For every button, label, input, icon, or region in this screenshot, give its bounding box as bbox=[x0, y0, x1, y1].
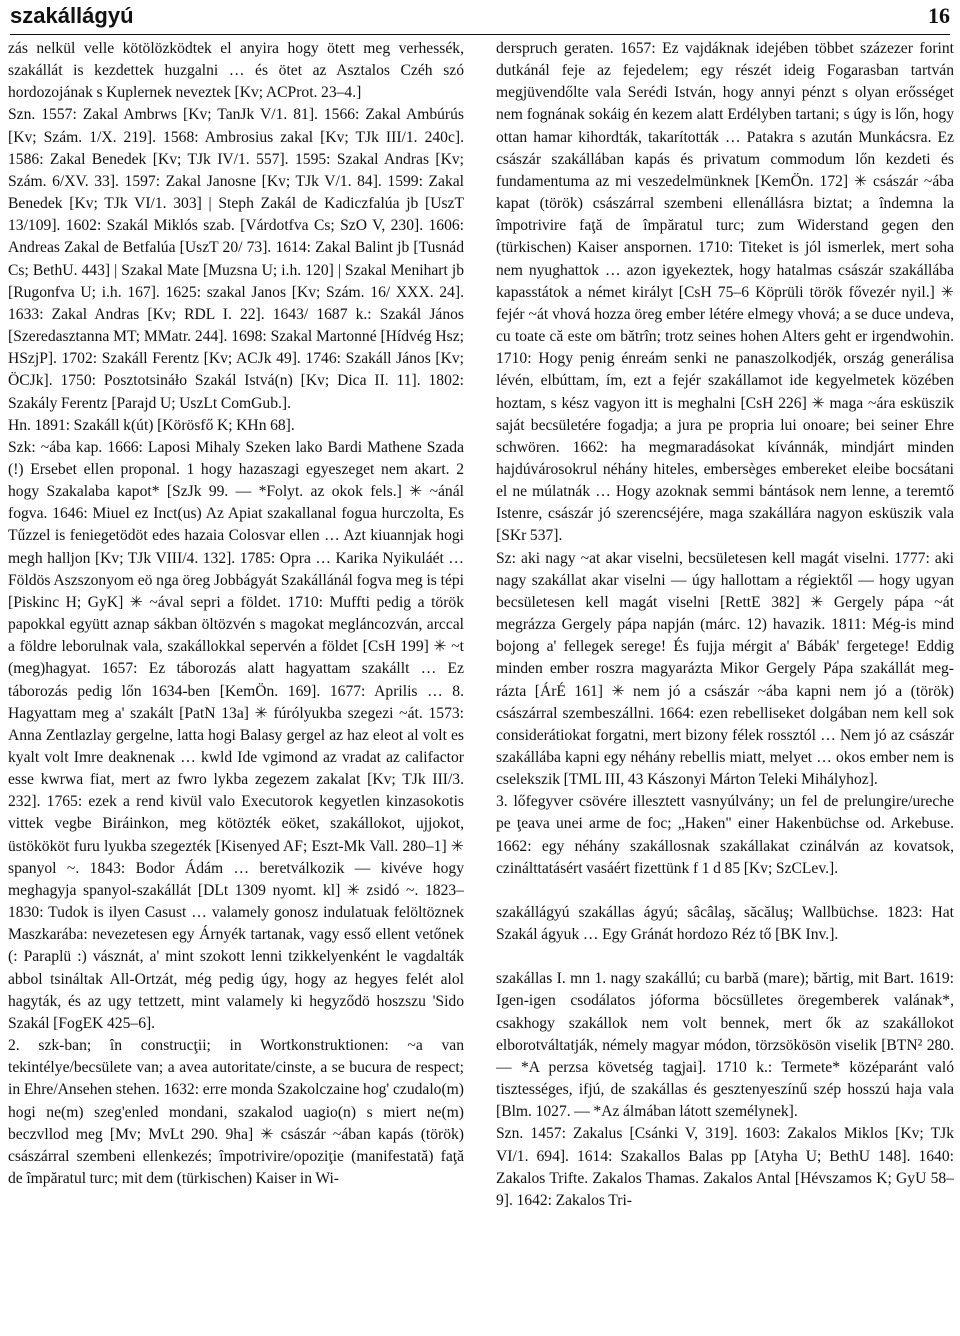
paragraph: Szn. 1457: Zakalus [Csánki V, 319]. 1603: Zakalos Miklos [Kv; TJk VI/1. 694]. 1614: Szakallos Balas pp [Atyha U; BethU 148]. 1640: Zakalos Trifte. Zakalos Thamas. Zakalos Antal [Hévszamos K; GyU 58–9]. 1642: Zakalos Tri- bbox=[496, 1125, 954, 1209]
right-column bbox=[496, 38, 954, 1332]
entry-szakallagyu: szakállágyú szakállas ágyú; sâcâlaş, săcăluş; Wallbüchse. 1823: Hat Szakál ágyuk … Egy Gránát hordozo Réz tő [BK Inv.]. bbox=[496, 903, 954, 944]
paragraph: 3. lőfegyver csövére illesztett vasnyúlvány; un fel de prelungire/ureche pe ţeava unei arme de foc; „Haken" einer Hakenbüchse od. Arkebuse. 1662: egy néhány szakállosnak szakállakat czinálván az kovatsok, czinálttatásért vasáért fizettünk f 1 d 85 [Kv; SzCLev.]. bbox=[496, 793, 954, 877]
page-number: 16 bbox=[928, 3, 950, 28]
page-header bbox=[10, 0, 950, 35]
paragraph: zás nelkül velle kötölözködtek el anyira hogy ötett meg verhessék, szakállát is kezdettek huzgalni … és ötet az Asztalos Czéh szó hordozojának s Kuplernek neveztek [Kv; ACProt. 23–4.] bbox=[8, 40, 464, 102]
running-headword: szakállágyú bbox=[10, 3, 134, 28]
entry-separator bbox=[496, 880, 954, 902]
paragraph: 2. szk-ban; în construcţii; in Wortkonstruktionen: ~a van tekintélye/becsülete van; a avea autoritate/cinste, a se bucura de respect; in Ehre/Ansehen stehen. 1632: erre monda Szakolczaine hog' czudalo(m) hogi ne(m) szeg'enled mondani, szakalod uagio(n) s miert ne(m) beczvllod meg [Mv; MvLt 290. 9ha] ✳ császár ~ában kapás (török) császárral szembeni ellenkezés; împotrivire/opoziţie (manifestată) faţă de împăratul turc; mit dem (türkischen) Kaiser in Wi- bbox=[8, 1037, 464, 1187]
paragraph: derspruch geraten. 1657: Ez vajdáknak idejében többet százezer forint dutkánál feje az fejedelem; egy részét ideig Fogarasban tartván megjüvendőlte vala Serédi István, hogy annyi pénzt s olyan erősséget nem fognának sokáig én kezem alatt Erdélyben tartani; s úgy is lőn, hogy ottan hamar kihordták, takarították … Patakra s azután Munkácsra. Ez császár szakállában kapás és privatum commodum lőn kezdeti és fundamentuma az mi veszedelmünknek [KemÖn. 172] ✳ császár ~ába kapat (török) császárral szembeni ellenállásra biztat; a îndemna la împotrivire faţă de împăratul turc; zum Widerstand gegen den (türkischen) Kaiser anspornen. 1710: Titeket is jól ismerlek, mert soha nem nyughattok … azon igyekeztek, hogy hatalmas császár szakállába kapasstátok a német királyt [CsH 75–6 Köprüli török fővezér nyil.] ✳ fejér ~át vhová hozza öreg ember létére elmegy vhová; a se duce undeva, cu toate că este om bătrîn; trotz seines hohen Alters geht er irgendwohin. 1710: Hogy penig énreám senki ne panaszolkodjék, ország generálisa lévén, elbúttam, ím, ezt a fejér szakállamot ide kegyelmetek közében hoztam, s kész vagyon itt is meghalni [CsH 226] ✳ maga ~ára esküszik saját becsületére fogadja; a jura pe propria lui onoare; bei seiner Ehre schwören. 1662: ha megmaradásokat kívánnák, mindjárt minden hajdúvárosokrul néhány hiteles, embersèges embereket eleibe bocsátani el ne múlatnák … Hogy azoknak semmi bántások nem lenne, a teremtő Istenre, császár jó szerencséjére, maga szakállára nagyon esküszik vala [SKr 537]. bbox=[496, 40, 954, 545]
paragraph: Hn. 1891: Szakáll k(út) [Körösfő K; KHn 68]. bbox=[8, 416, 295, 434]
left-column bbox=[8, 38, 464, 1332]
entry-separator bbox=[496, 946, 954, 968]
paragraph: Szn. 1557: Zakal Ambrws [Kv; TanJk V/1. 81]. 1566: Zakal Ambúrús [Kv; Szám. 1/X. 219]. 1568: Ambrosius zakal [Kv; TJk III/1. 240c]. 1586: Zakal Benedek [Kv; TJk IV/1. 557]. 1595: Szakal Andras [Kv; Szám. 6/XV. 33]. 1597: Zakal Janosne [Kv; TJk V/1. 84]. 1599: Zakal Benedek [Kv; TJk VI/1. 303] | Steph Zakál de Kadiczfalúa jb [UszT 13/109]. 1602: Szakál Miklós szab. [Várdotfva Cs; SzO V, 230]. 1606: Andreas Zakal de Betfalúa [UszT 20/ 73]. 1614: Zakal Balint jb [Tusnád Cs; BethU. 443] | Szakal Mate [Muzsna U; i.h. 120] | Szakal Menihart jb [Rugonfva U; i.h. 167]. 1625: szakal Janos [Kv; Szám. 16/ XXX. 24]. 1633: Zakal Andras [Kv; RDL I. 22]. 1643/ 1687 k.: Szakál János [Szeredasztanna MT; MMatr. 244]. 1698: Szakal Martonné [Hídvég Hsz; HSzjP]. 1702: Szakáll Ferentz [Kv; ACJk 49]. 1746: Szakáll János [Kv; ÖCJk]. 1750: Posztotsináło Szakál Istvá(n) [Kv; Dica II. 11]. 1802: Szakály Ferentz [Parajd U; UszLt ComGub.]. bbox=[8, 106, 464, 412]
entry-szakallas: szakállas I. mn 1. nagy szakállú; cu barbă (mare); bărtig, mit Bart. 1619: Igen-igen csodálatos jóforma böcsülletes öregemberek valának*, csakhogy szakállok nem volt bennek, mert ők az szakállokot elborotváltatják, némely magyar módon, törzsökösön viselik [BTN² 280. — *A perzsa követség tagjai]. 1710 k.: Termete* középaránt való tisztességes, ifjú, de szakállas és gesztenyeszínű szép hosszú haja vala [Blm. 1027. — *Az álmában látott személynek]. bbox=[496, 970, 954, 1121]
paragraph: Sz: aki nagy ~at akar viselni, becsületesen kell magát viselni. 1777: aki nagy szakállat akar viselni — úgy hallottam a régiektől — hogy ugyan becsületesen kell magát viselni [RettE 382] ✳ Gergely pápa ~át megrázza Gergely pápa napján (márc. 12) havazik. 1811: Még-is mind bojong a' fellegek serege! És fujja mérgit a' Bábák' fergetege! Eddig minden ember roszra magyarázta Mikor Gergely Pápa szakállát meg-rázta [ÁrÉ 161] ✳ nem jó a császár ~ába kapni nem jó a (török) császárral szembeszállni. 1664: ezen rebelliseket dolgában nem kell sok considerátiokat forgatni, mert bizony félek rossztól … Nem jó az császár szakállába kapni egy néhány rebellis miatt, melyet … okos ember nem is cselekszik [TML III, 43 Kászonyi Márton Teleki Mihályhoz]. bbox=[496, 549, 954, 789]
paragraph: Szk: ~ába kap. 1666: Laposi Mihaly Szeken lako Bardi Mathene Szada (!) Ersebet ellen proponal. 1 hogy hazaszagi egyeszeget nem akart. 2 hogy Szakalaba kapot* [SzJk 99. — *Folyt. az okok fels.] ✳ ~ánál fogva. 1646: Miuel ez Inct(us) Az Apiat szakallanal fogua hurczolta, Es Tűzzel is feniegetödöt edes hazaia Colosvar ellen … Azt kiuannjak hogi megh halljon [Kv; TJk VIII/4. 132]. 1785: Opra … Karika Nyikuláét … Földös Aszszonyom eö nga öreg Jobbágyát Szakállánál fogva meg is tépi [Piskinc H; GyK] ✳ ~ával sepri a földet. 1710: Muffti pedig a török papokkal együtt aznap sákban öltözvén s magokat megláncozván, arccal a földre leborulnak vala, szakállokkal sepervén a földet [CsH 199] ✳ ~t (meg)hagyat. 1657: Ez táborozás alatt hagyattam szakállt … Ez táborozás pedig lőn 1634-ben [KemÖn. 169]. 1677: Aprilis … 8. Hagyattam meg a' szakált [PatN 13a] ✳ fúrólyukba szegezi ~át. 1573: Anna Zentlazlay gergelne, latta hogi Balasy gergel az haz eleot al volt es kyalt volt Imre deaknenak … kwld Ide vgimond az vradat az califactor esse kwrwa fiat, mert az fwro lykba zegezem zakalat [Kv; TJk III/3. 232]. 1765: ezek a rend kivül valo Executorok kegyetlen kinzasokotis vittek vegbe Biráinkon, meg kötözték eöket, szakállokot, ujjokot, üstökököt furu lyukba szegezték [Kisenyed AF; Eszt-Mk Vall. 280–1] ✳ spanyol ~. 1843: Bodor Ádám … beretválkozik — kivéve hogy meghagyja spanyol-szakállát [DLt 1309 nyomt. kl] ✳ zsidó ~. 1823–1830: Tudok is ilyen Casust … valamely gonosz indulatuak felöltöznek Maszkarába: nevezetesen egy Árnyék tartanak, vagy esső ellent vetőnek (: Paraplü :) vásznát, a' mint szokott lenni tzikkelyenként le vagdalták abbol tsináltak All-Ortzát, még pedig úgy, hogy az hegyes felét alol hagyták, és az ugy tettzett, mint valamely ki hegyződö hoszszu 'Sido Szakál [FogEK 425–6]. bbox=[8, 438, 464, 1032]
